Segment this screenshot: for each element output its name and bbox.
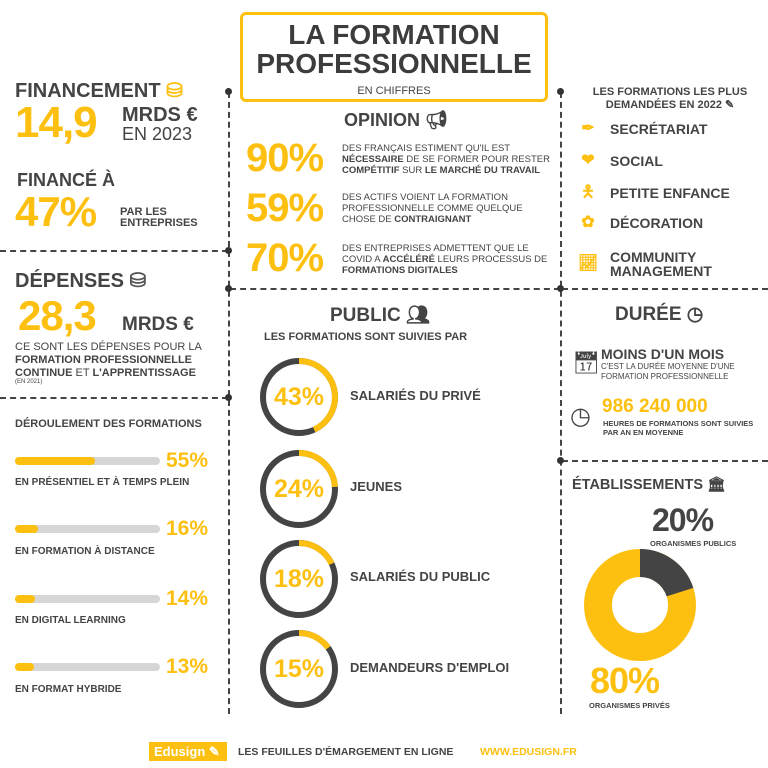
brand-logo[interactable]: Edusign ✎ — [149, 742, 227, 761]
flower-icon: ✿ — [581, 214, 595, 231]
building-icon: 🏛︎ — [707, 477, 726, 493]
formation-label: PETITE ENFANCE — [610, 185, 730, 201]
opinion-text: DES FRANÇAIS ESTIMENT QU'IL EST NÉCESSAIRE DE SE FORMER POUR RESTER COMPÉTITIF SUR LE MARCHÉ DU TRAVAIL — [342, 143, 550, 176]
progress-fill — [15, 457, 95, 465]
ring-pct: 43% — [273, 382, 325, 411]
hours-desc: HEURES DE FORMATIONS SONT SUIVIES PAR AN EN MOYENNE — [603, 419, 754, 437]
pen-icon: ✒ — [581, 120, 595, 137]
ring-pct: 15% — [273, 654, 325, 683]
prive-pct: 80% — [590, 660, 660, 701]
clock-icon: ◷ — [686, 304, 704, 325]
coins-icon: ⛁ — [129, 270, 147, 292]
ring-chart — [258, 628, 340, 710]
moins-desc: C'EST LA DURÉE MOYENNE D'UNE FORMATION PROFESSIONNELLE — [601, 362, 735, 381]
divider — [228, 92, 230, 714]
ring-chart — [258, 448, 340, 530]
hand-heart-icon: ❤ — [581, 152, 595, 169]
finance-by: PAR LES ENTREPRISES — [120, 206, 198, 229]
formation-item — [578, 186, 730, 200]
formation-item — [578, 216, 730, 230]
progress-fill — [15, 525, 38, 533]
ring-chart — [258, 356, 340, 438]
divider — [0, 250, 228, 252]
opinion-text: DES ACTIFS VOIENT LA FORMATION PROFESSIONNELLE COMME QUELQUE CHOSE DE CONTRAIGNANT — [342, 192, 523, 225]
opinion-text: DES ENTREPRISES ADMETTENT QUE LE COVID A ACCÉLÉRÉ LEURS PROCESSUS DE FORMATIONS DIGITALES — [342, 243, 548, 276]
feather-icon: ✎ — [208, 744, 220, 759]
formation-label: DÉCORATION — [610, 215, 704, 231]
financement-year: EN 2023 — [122, 124, 193, 144]
ring-pct: 18% — [273, 564, 325, 593]
ring-pct: 24% — [273, 474, 325, 503]
progress-pct: 13% — [166, 655, 209, 678]
feather-icon: ✎ — [725, 99, 735, 111]
formation-item — [578, 122, 730, 136]
progress-fill — [15, 595, 35, 603]
finance-label: FINANCÉ À — [17, 170, 115, 190]
formation-item — [578, 250, 730, 278]
progress-pct: 14% — [166, 587, 209, 610]
progress-pct: 55% — [166, 449, 209, 472]
progress-bar — [15, 525, 160, 533]
title-box — [240, 12, 548, 102]
public-label: JEUNES — [350, 479, 403, 494]
megaphone-icon: 📢︎ — [425, 110, 448, 130]
public-label: SALARIÉS DU PRIVÉ — [350, 388, 481, 403]
calendar-icon: 📅︎ — [572, 350, 600, 375]
opinion-heading: OPINION 📢︎ — [344, 110, 448, 130]
progress-label: EN PRÉSENTIEL ET À TEMPS PLEIN — [15, 477, 190, 488]
divider — [562, 288, 768, 290]
progress-bar — [15, 595, 160, 603]
public-label: DEMANDEURS D'EMPLOI — [350, 660, 510, 675]
financement-amount: 14,9 — [15, 98, 97, 147]
progress-label: EN FORMAT HYBRIDE — [15, 684, 122, 695]
divider — [560, 92, 562, 714]
financement-heading: FINANCEMENT ⛁ — [15, 80, 183, 102]
progress-bar — [15, 457, 160, 465]
etablissements-heading: ÉTABLISSEMENTS 🏛︎ — [572, 477, 726, 493]
progress-label: EN FORMATION À DISTANCE — [15, 546, 155, 557]
progress-fill — [15, 663, 34, 671]
ring-chart — [258, 538, 340, 620]
opinion-pct: 70% — [246, 236, 324, 280]
depenses-desc: CE SONT LES DÉPENSES POUR LA FORMATION PROFESSIONNELLE CONTINUE ET L'APPRENTISSAGE — [15, 341, 202, 379]
duree-heading: DURÉE ◷ — [615, 304, 704, 325]
depenses-note: (EN 2021) — [15, 379, 43, 385]
formation-item — [578, 154, 730, 168]
progress-pct: 16% — [166, 517, 209, 540]
users-icon: 👥︎ — [406, 305, 431, 326]
depenses-unit: MRDS € — [122, 314, 194, 335]
divider — [562, 460, 768, 462]
donut-chart — [580, 545, 700, 665]
formation-label: SOCIAL — [610, 153, 663, 169]
prive-label: ORGANISMES PRIVÉS — [589, 701, 670, 710]
opinion-pct: 90% — [246, 136, 324, 180]
public-heading: PUBLIC 👥︎ — [330, 305, 431, 326]
footer-url[interactable]: WWW.EDUSIGN.FR — [480, 746, 577, 758]
child-icon: 🯅 — [580, 184, 596, 201]
finance-pct: 47% — [15, 188, 97, 235]
subtitle: EN CHIFFRES — [357, 85, 431, 97]
progress-label: EN DIGITAL LEARNING — [15, 615, 126, 626]
title-line2: PROFESSIONNELLE — [256, 48, 532, 79]
public-label: ORGANISMES PUBLICS — [650, 539, 737, 548]
formations-heading: LES FORMATIONS LES PLUS DEMANDÉES EN 2022 ✎ — [592, 86, 748, 111]
divider — [0, 397, 228, 399]
chart-icon: 📈︎ — [578, 255, 599, 272]
coins-icon: ⛁ — [166, 80, 183, 102]
title-line1: LA FORMATION — [288, 19, 500, 50]
depenses-heading: DÉPENSES ⛁ — [15, 270, 147, 292]
formation-label: SECRÉTARIAT — [610, 121, 708, 137]
financement-unit: MRDS € — [122, 104, 198, 126]
footer-tagline: LES FEUILLES D'ÉMARGEMENT EN LIGNE — [238, 746, 454, 758]
opinion-pct: 59% — [246, 186, 324, 230]
deroulement-heading: DÉROULEMENT DES FORMATIONS — [15, 418, 202, 430]
depenses-amount: 28,3 — [18, 292, 96, 339]
public-label: SALARIÉS DU PUBLIC — [350, 569, 491, 584]
moins-title: MOINS D'UN MOIS — [601, 346, 725, 362]
progress-bar — [15, 663, 160, 671]
clock-icon: ◷ — [570, 403, 591, 430]
formation-label: COMMUNITY MANAGEMENT — [610, 249, 712, 279]
public-subheading: LES FORMATIONS SONT SUIVIES PAR — [264, 331, 468, 343]
divider — [230, 288, 560, 290]
public-pct: 20% — [652, 502, 714, 538]
hours-value: 986 240 000 — [602, 396, 708, 417]
